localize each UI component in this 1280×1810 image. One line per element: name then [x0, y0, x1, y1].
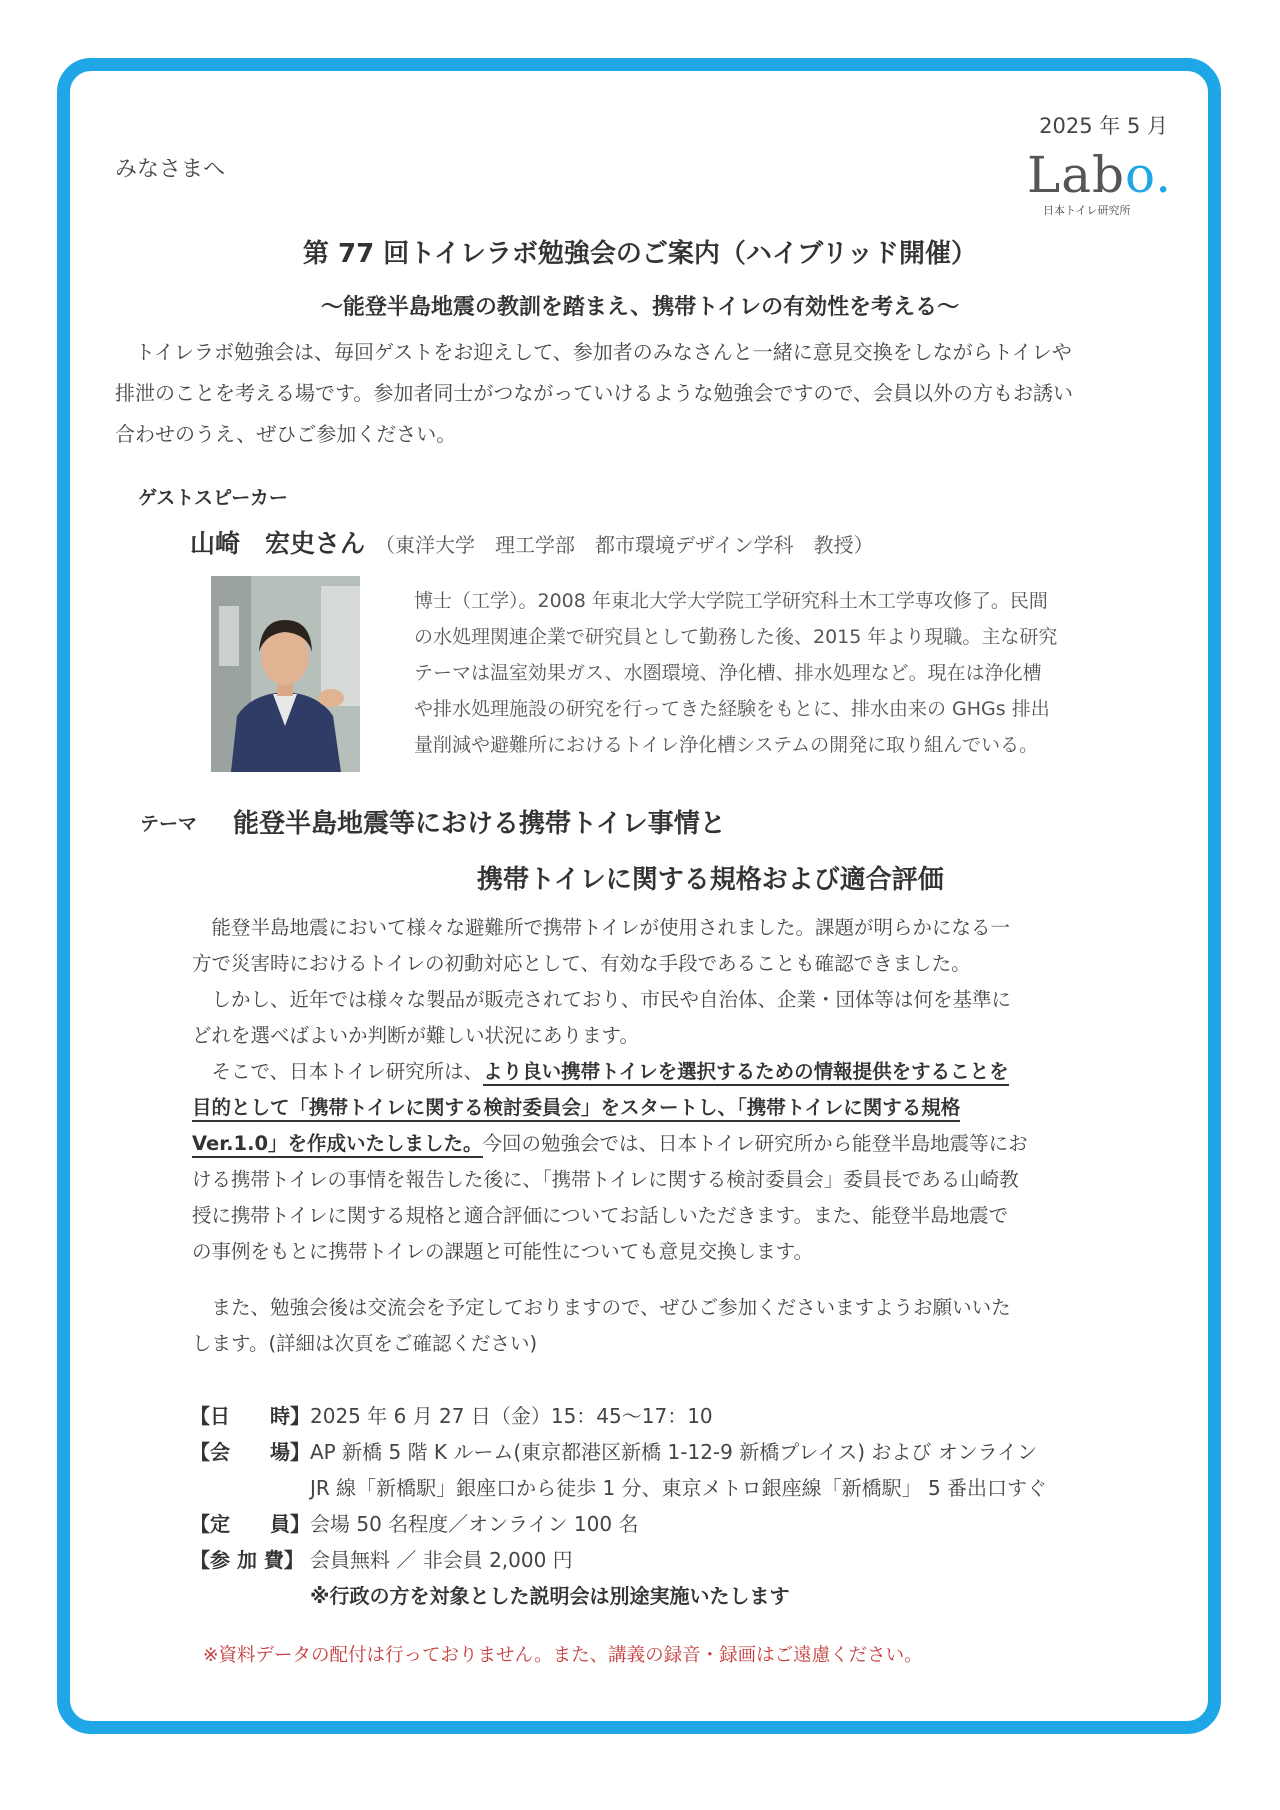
capacity-label: 【定 員】	[190, 1512, 310, 1536]
page-subtitle: ～能登半島地震の教訓を踏まえ、携帯トイレの有効性を考える～	[320, 295, 960, 320]
fee-value: 会員無料 ／ 非会員 2,000 円	[310, 1548, 573, 1572]
fee-label: 【参 加 費】	[190, 1548, 304, 1572]
capacity-value: 会場 50 名程度／オンライン 100 名	[310, 1512, 639, 1536]
bio-line: の水処理関連企業で研究員として勤務した後、2015 年より現職。主な研究	[414, 626, 1058, 648]
body-line: しかし、近年では様々な製品が販売されており、市民や自治体、企業・団体等は何を基準に	[192, 988, 1012, 1011]
intro-line: 排泄のことを考える場です。参加者同士がつながっていけるような勉強会ですので、会員以外の方もお誘い	[115, 381, 1073, 405]
bio-line: 博士（工学）。2008 年東北大学大学院工学研究科土木工学専攻修了。民間	[414, 590, 1048, 612]
speaker-photo	[211, 576, 360, 772]
recording-notice: ※資料データの配付は行っておりません。また、講義の録音・録画はご遠慮ください。	[203, 1645, 923, 1666]
intro-paragraph	[115, 332, 1165, 455]
body-text: そこで、日本トイレ研究所は、	[192, 1060, 484, 1083]
venue-value: AP 新橋 5 階 K ルーム(東京都港区新橋 1-12-9 新橋プレイス) および オンライン	[310, 1440, 1038, 1464]
body-line: 能登半島地震において様々な避難所で携帯トイレが使用されました。課題が明らかになる一	[192, 916, 1011, 939]
labo-logo	[1027, 146, 1177, 225]
detail-row-fee	[190, 1542, 1047, 1578]
body-line: します。(詳細は次頁をご確認ください)	[192, 1332, 538, 1355]
fee-note: ※行政の方を対象とした説明会は別途実施いたします	[310, 1584, 790, 1608]
body-text: 今回の勉強会では、日本トイレ研究所から能登半島地震等にお	[482, 1132, 1028, 1155]
body-line: また、勉強会後は交流会を予定しておりますので、ぜひご参加くださいますようお願いいた	[192, 1296, 1011, 1319]
bio-line: 量削減や避難所におけるトイレ浄化槽システムの開発に取り組んでいる。	[414, 734, 1039, 756]
body-line: の事例をもとに携帯トイレの課題と可能性についても意見交換します。	[192, 1240, 814, 1263]
detail-row-access	[190, 1470, 1047, 1506]
logo-subtext: 日本トイレ研究所	[1043, 204, 1131, 217]
highlight-text: 目的として「携帯トイレに関する検討委員会」をスタートし、「携帯トイレに関する規格	[192, 1096, 960, 1122]
document-date: 2025 年 5 月	[1039, 114, 1168, 138]
highlight-text: Ver.1.0」を作成いたしました。	[192, 1132, 483, 1158]
theme-label: テーマ	[140, 813, 198, 835]
bio-line: テーマは温室効果ガス、水圏環境、浄化槽、排水処理など。現在は浄化槽	[414, 662, 1042, 684]
venue-access: JR 線「新橋駅」銀座口から徒歩 1 分、東京メトロ銀座線「新橋駅」 5 番出口すぐ	[310, 1476, 1048, 1500]
body-line: 授に携帯トイレに関する規格と適合評価についてお話しいただきます。また、能登半島地震で	[192, 1204, 1009, 1227]
intro-line: 合わせのうえ、ぜひご参加ください。	[115, 422, 457, 446]
bio-line: や排水処理施設の研究を行ってきた経験をもとに、排水由来の GHGs 排出	[414, 698, 1050, 720]
speaker-bio	[414, 583, 1057, 763]
social-gathering-note	[192, 1290, 1011, 1362]
theme-title-line2: 携帯トイレに関する規格および適合評価	[477, 865, 944, 895]
detail-row-date	[190, 1398, 1047, 1434]
date-label: 【日 時】	[190, 1404, 310, 1428]
theme-description	[192, 910, 1028, 1270]
guest-speaker-label: ゲストスピーカー	[138, 487, 288, 509]
body-line	[192, 1126, 1028, 1162]
body-line	[192, 1054, 1028, 1090]
theme-title-line1: 能登半島地震等における携帯トイレ事情と	[233, 809, 726, 839]
page-title: 第 77 回トイレラボ勉強会のご案内（ハイブリッド開催）	[302, 239, 978, 269]
body-line: ける携帯トイレの事情を報告した後に、「携帯トイレに関する検討委員会」委員長である山崎教	[192, 1168, 1019, 1191]
speaker-affiliation: （東洋大学 理工学部 都市環境デザイン学科 教授）	[375, 533, 874, 557]
venue-label: 【会 場】	[190, 1440, 310, 1464]
body-line	[192, 1090, 1028, 1126]
event-details	[190, 1398, 1047, 1614]
highlight-text: より良い携帯トイレを選択するための情報提供をすることを	[483, 1060, 1009, 1086]
body-line: どれを選べばよいか判断が難しい状況にあります。	[192, 1024, 639, 1047]
greeting: みなさまへ	[115, 157, 226, 182]
speaker-name: 山崎 宏史さん	[190, 529, 366, 558]
detail-row-capacity	[190, 1506, 1047, 1542]
body-line: 方で災害時におけるトイレの初動対応として、有効な手段であることも確認できました。	[192, 952, 971, 975]
date-value: 2025 年 6 月 27 日（金）15：45～17：10	[310, 1404, 713, 1428]
detail-row-venue	[190, 1434, 1047, 1470]
intro-line: トイレラボ勉強会は、毎回ゲストをお迎えして、参加者のみなさんと一緒に意見交換をしながらトイレや	[115, 340, 1072, 364]
speaker-heading	[190, 524, 874, 560]
logo-text: Labo.	[1027, 146, 1173, 204]
